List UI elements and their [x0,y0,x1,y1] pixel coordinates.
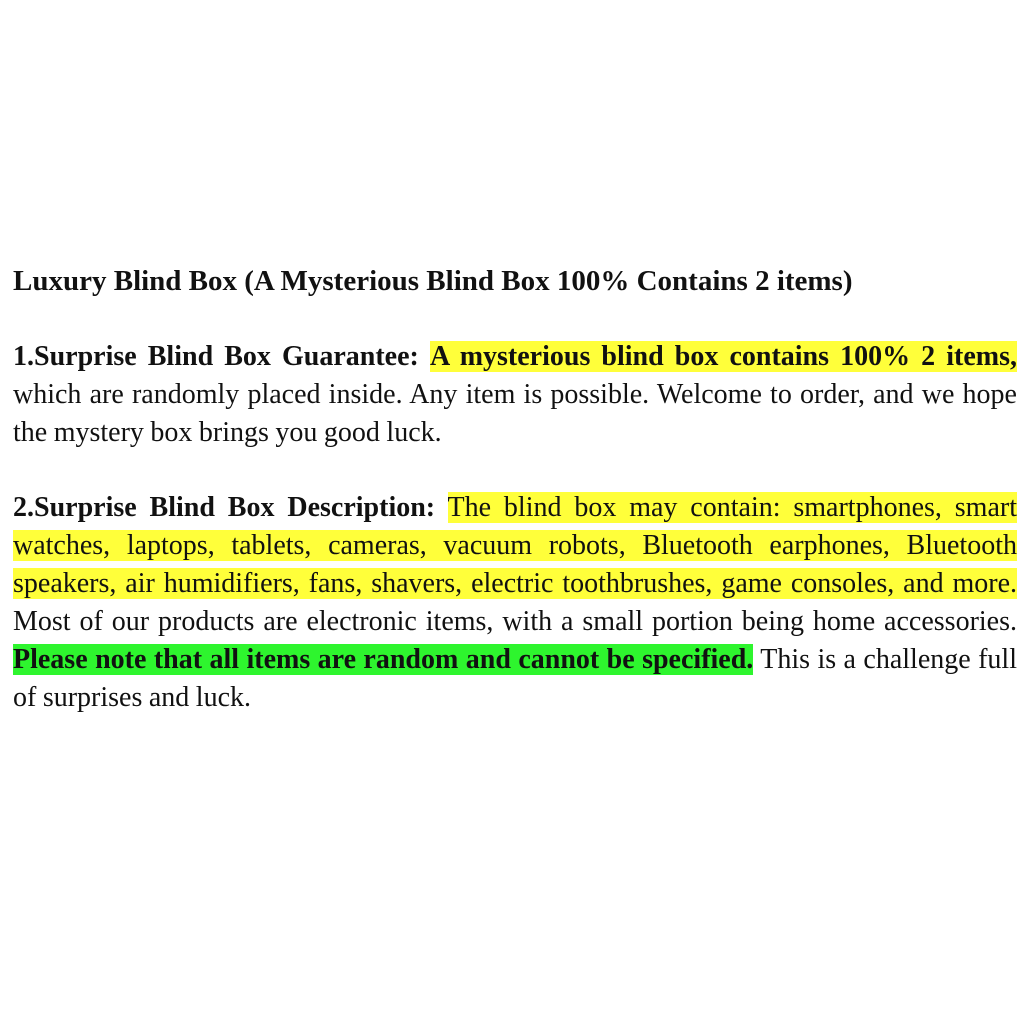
section-guarantee-text: which are randomly placed inside. Any item is possible. Welcome to order, and we hope the mystery box brings you good luck. [13,379,1017,448]
section-guarantee-heading: 1.Surprise Blind Box Guarantee: [13,341,419,372]
section-description-highlight: The blind box may contain: smartphones, smart watches, laptops, tablets, cameras, vacuum robots, Bluetooth earphones, Bluetooth speakers, air humidifiers, fans, shavers, electric toothbrushes, game consoles, and more. [13,492,1017,599]
section-guarantee-highlight: A mysterious blind box contains 100% 2 items, [429,341,1018,372]
document-title: Luxury Blind Box (A Mysterious Blind Box 100% Contains 2 items) [13,265,853,297]
document-body [13,262,1017,754]
section-description-text: Most of our products are electronic items, with a small portion being home accessories. [13,606,1017,637]
section-description-closing: This is a challenge full of surprises and luck. [13,644,1017,713]
section-description-note: Please note that all items are random and cannot be specified. [13,644,754,675]
section-description [13,489,1017,717]
section-description-heading: 2.Surprise Blind Box Description: [13,492,436,523]
section-guarantee [13,338,1017,452]
